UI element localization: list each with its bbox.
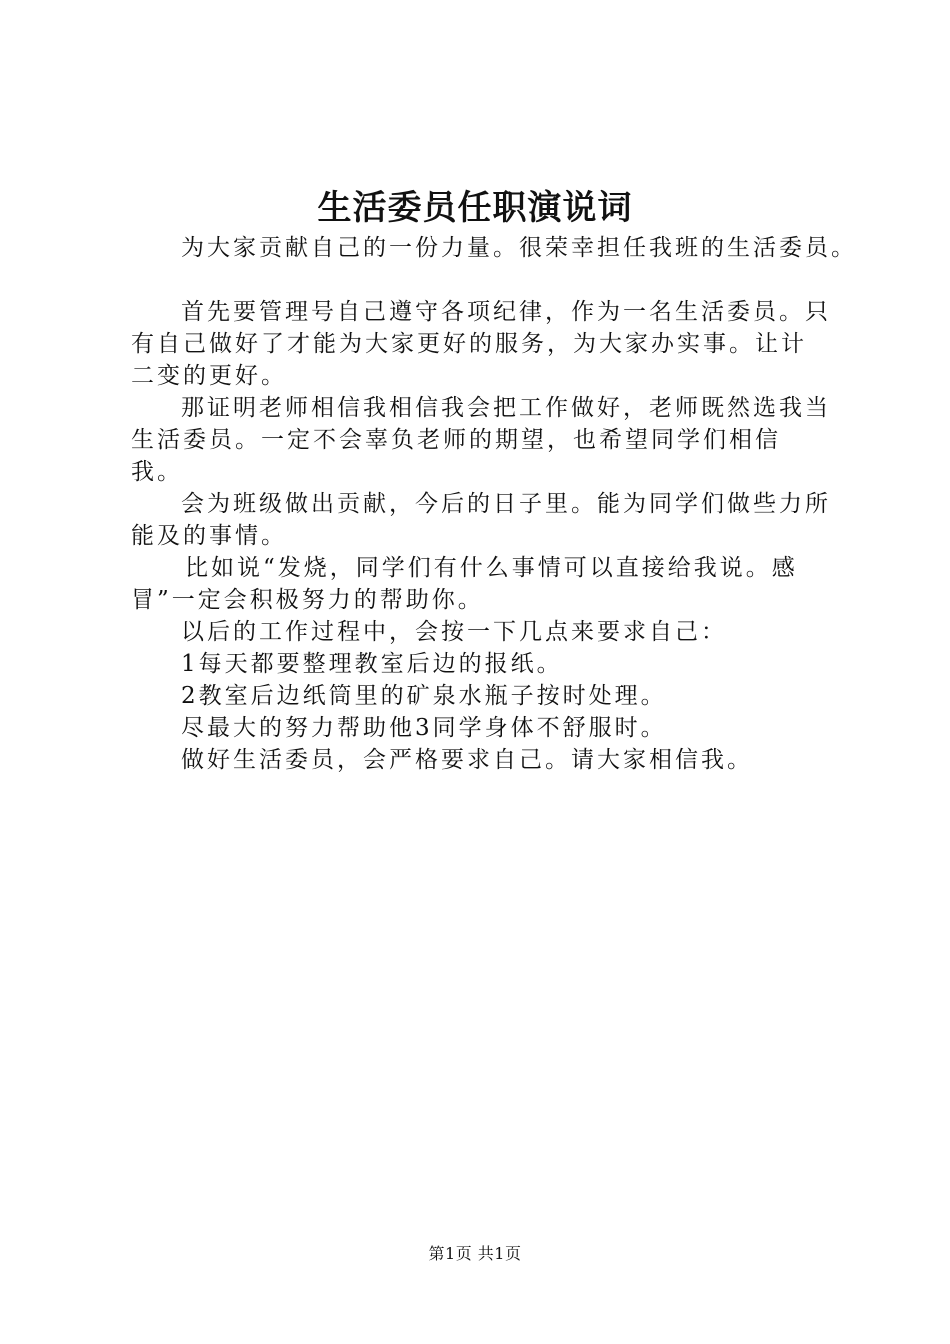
list-item-1: 1每天都要整理教室后边的报纸。 [181,651,563,677]
list-item-3: 尽最大的努力帮助他3同学身体不舒服时。 [181,715,667,741]
paragraph-2: 首先要管理号自己遵守各项纪律，作为一名生活委员。只有自己做好了才能为大家更好的服务，为大家办实事。让计二变的更好。 [131,299,831,389]
paragraph-3: 那证明老师相信我相信我会把工作做好，老师既然选我当生活委员。一定不会辜负老师的期望，也希望同学们相信我。 [131,395,831,485]
paragraph-1: 为大家贡献自己的一份力量。很荣幸担任我班的生活委员。 [181,235,857,261]
paragraph-5: 比如说“发烧，同学们有什么事情可以直接给我说。感冒”一定会积极努力的帮助你。 [131,555,798,613]
document-title: 生活委员任职演说词 [317,188,633,228]
paragraph-4: 会为班级做出贡献，今后的日子里。能为同学们做些力所能及的事情。 [131,491,831,549]
page-footer: 第1页 共1页 [428,1244,522,1263]
paragraph-6: 以后的工作过程中，会按一下几点来要求自己： [181,619,727,645]
document-body [131,232,857,776]
list-item-2: 2教室后边纸筒里的矿泉水瓶子按时处理。 [181,683,667,709]
closing-paragraph: 做好生活委员，会严格要求自己。请大家相信我。 [181,747,753,773]
